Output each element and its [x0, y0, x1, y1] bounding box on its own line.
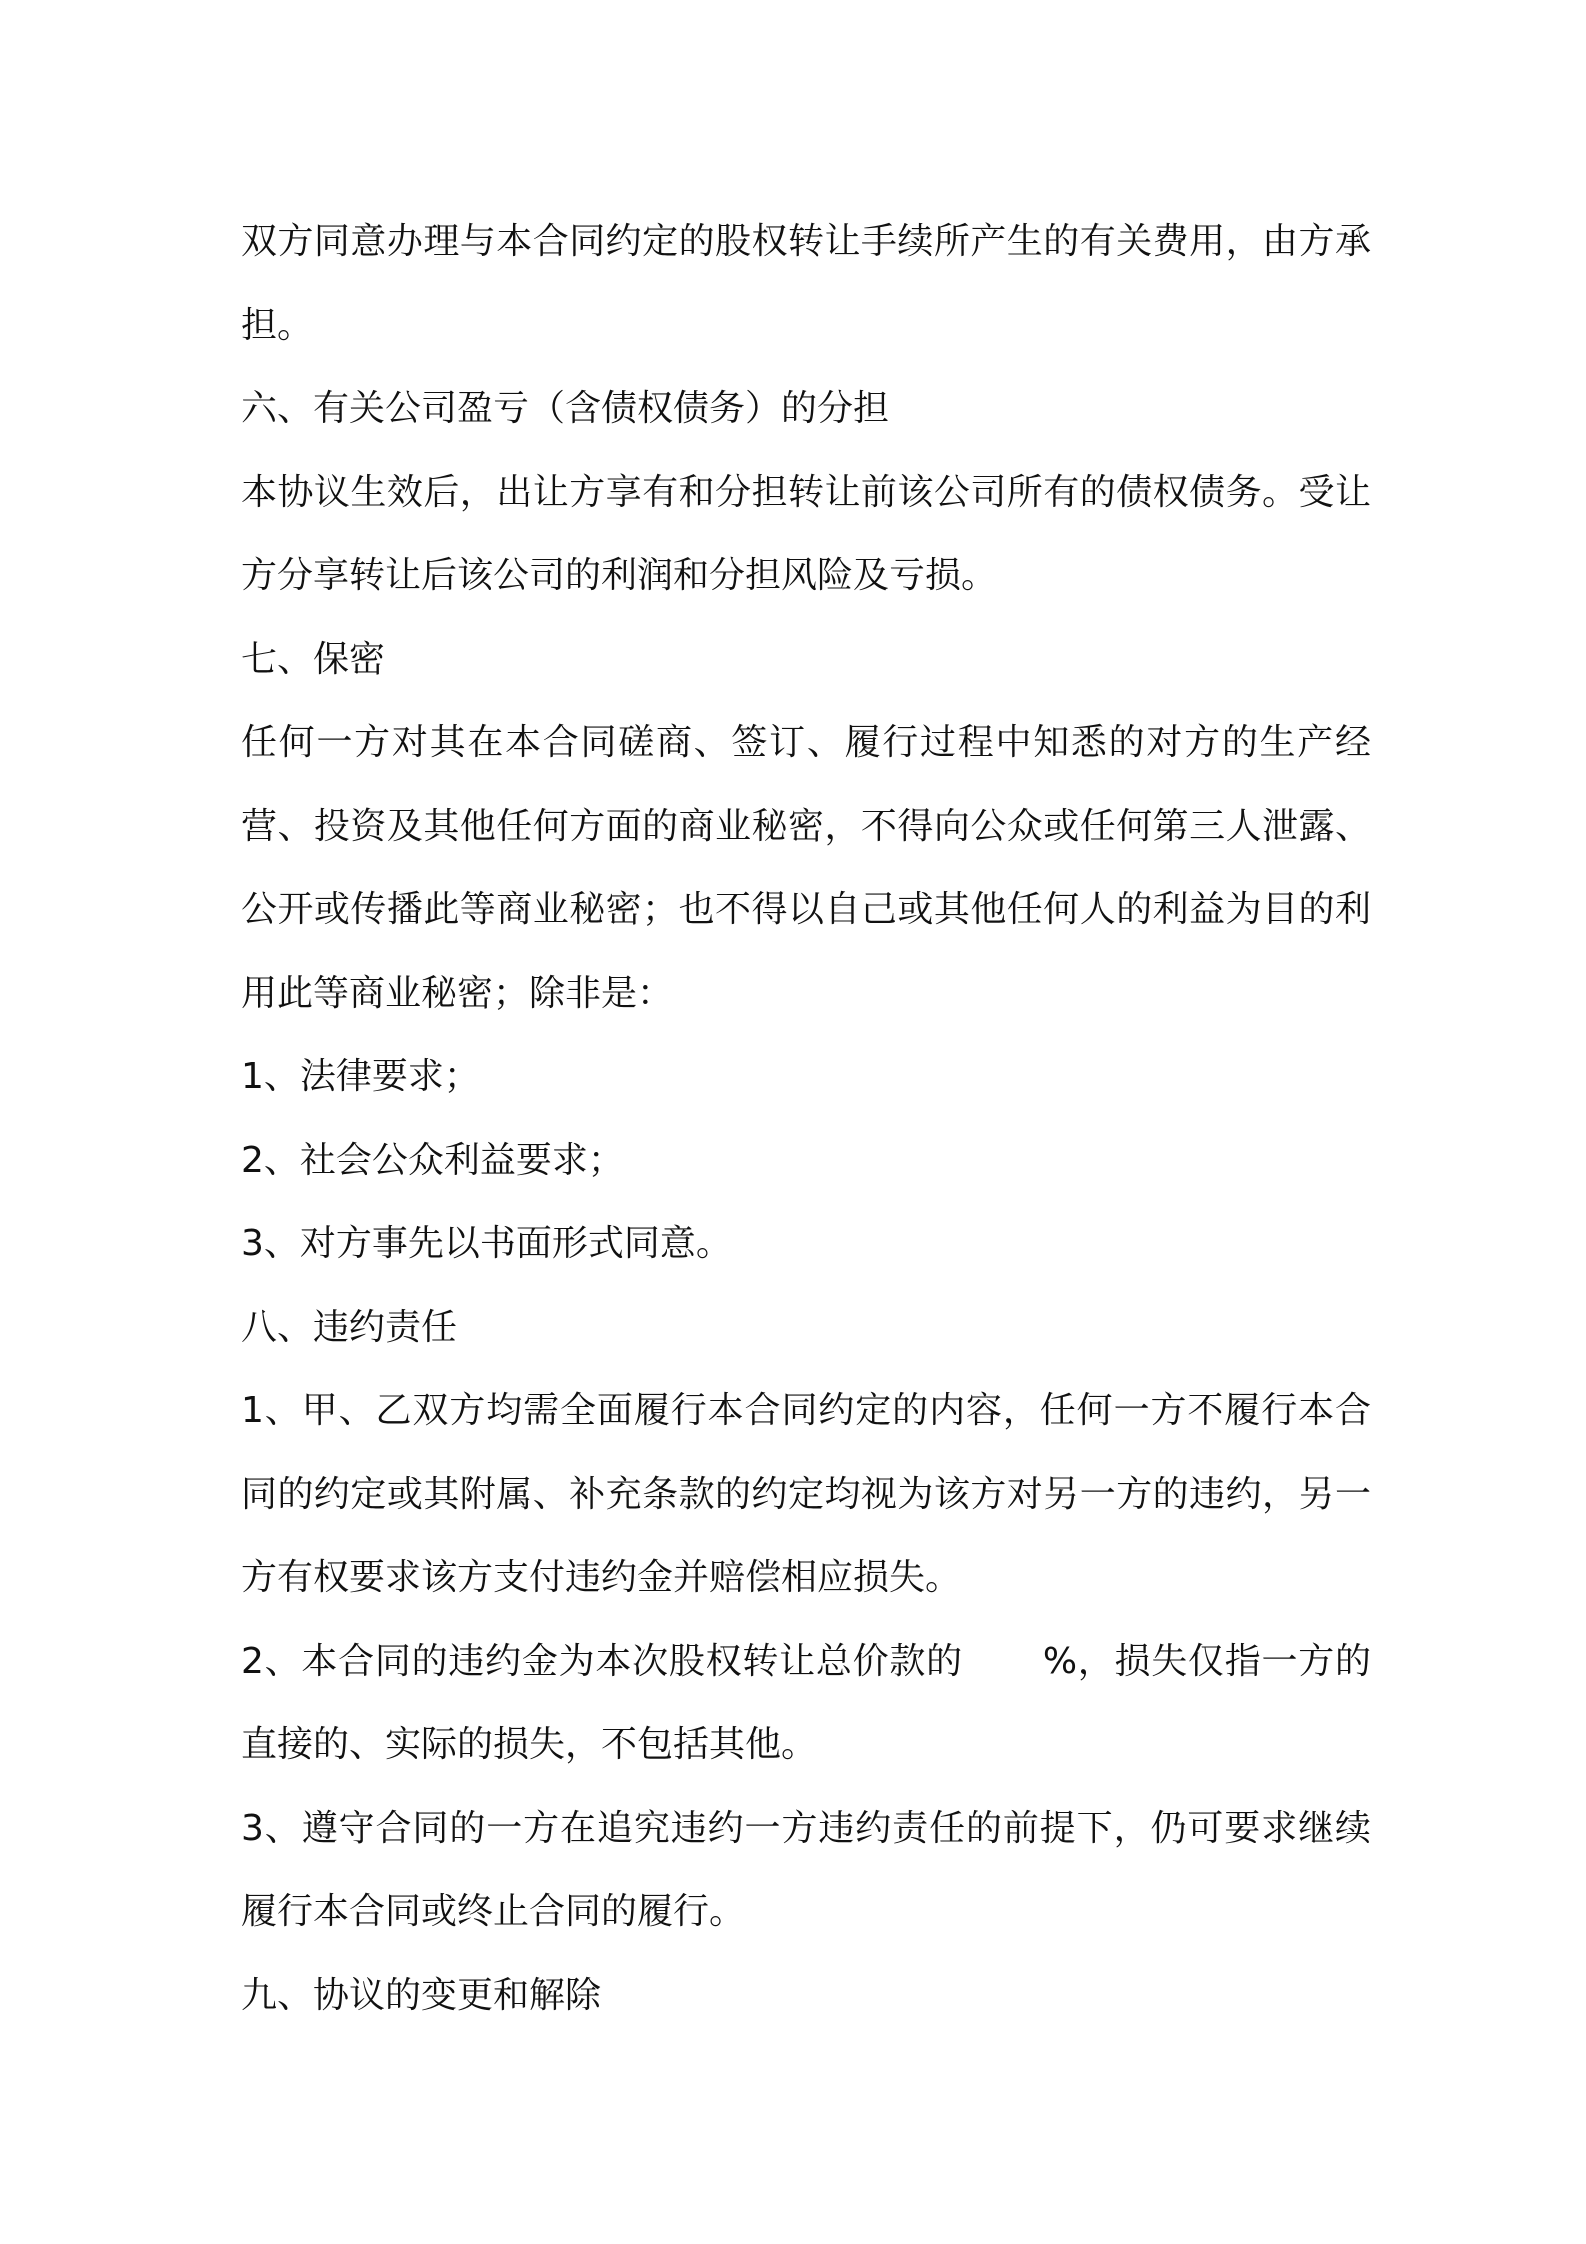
heading-modification: 九、协议的变更和解除 [241, 1974, 602, 2016]
paragraph-confidentiality: 任何一方对其在本合同磋商、签订、履行过程中知悉的对方的生产经营、投资及其他任何方面的商业秘密，不得向公众或任何第三人泄露、公开或传播此等商业秘密；也不得以自己或其他任何人的利益为目的利用此等商业秘密；除非是： [241, 722, 1371, 1014]
heading-profit-loss: 六、有关公司盈亏（含债权债务）的分担 [241, 388, 890, 429]
paragraph-profit-loss: 本协议生效后，出让方享有和分担转让前该公司所有的债权债务。受让方分享转让后该公司的利润和分担风险及亏损。 [241, 471, 1371, 596]
paragraph-liability-2 [241, 1620, 1371, 1787]
list-item-public-interest: 2、社会公众利益要求； [241, 1139, 624, 1181]
paragraph-liability-3: 3、遵守合同的一方在追究违约一方违约责任的前提下，仍可要求继续履行本合同或终止合同的履行。 [241, 1807, 1371, 1932]
paragraph-liability-1: 1、甲、乙双方均需全面履行本合同约定的内容，任何一方不履行本合同的约定或其附属、补充条款的约定均视为该方对另一方的违约，另一方有权要求该方支付违约金并赔偿相应损失。 [241, 1390, 1371, 1598]
paragraph-expenses: 双方同意办理与本合同约定的股权转让手续所产生的有关费用，由方承担。 [241, 221, 1371, 346]
list-item-legal: 1、法律要求； [241, 1056, 480, 1097]
document-body [241, 200, 1371, 2037]
list-item-written-consent: 3、对方事先以书面形式同意。 [241, 1223, 732, 1264]
heading-liability: 八、违约责任 [241, 1306, 458, 1348]
penalty-text-after: %，损失仅指一方的直接的、实际的损失，不包括其他。 [241, 1640, 1371, 1765]
heading-confidentiality: 七、保密 [241, 638, 386, 680]
penalty-text-before: 2、本合同的违约金为本次股权转让总价款的 [241, 1640, 963, 1682]
